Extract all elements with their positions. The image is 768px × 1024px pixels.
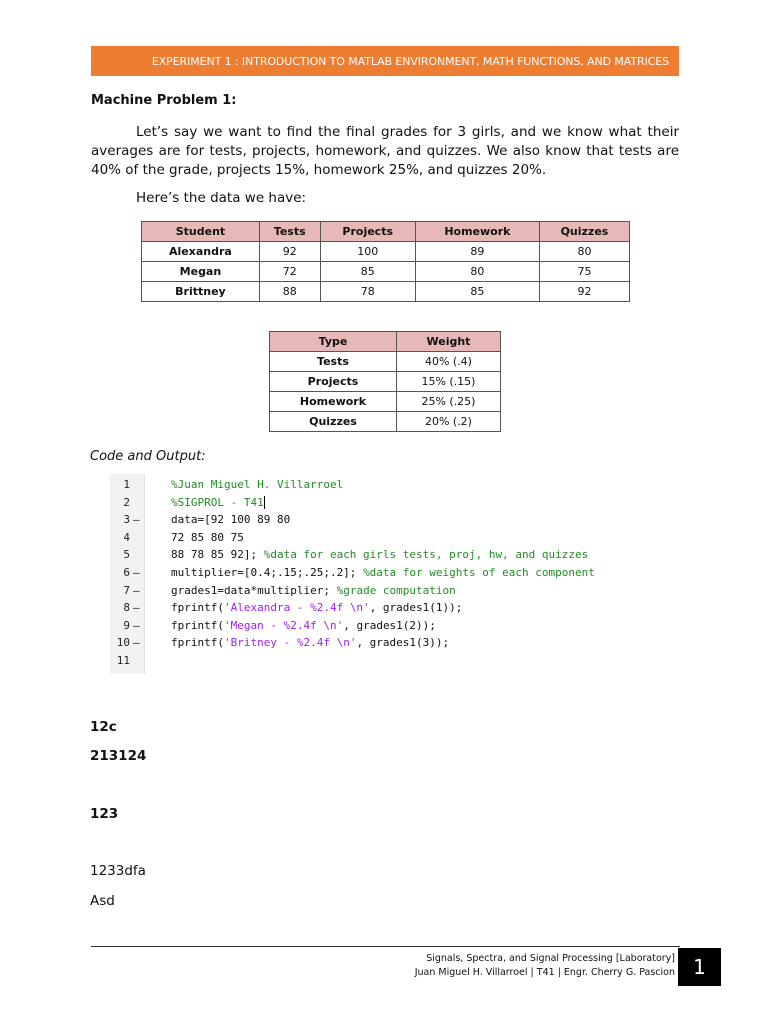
free-text-line-1: 12c	[90, 719, 117, 735]
table-cell: 92	[259, 242, 320, 262]
grades-table-body	[142, 242, 630, 302]
experiment-banner	[91, 46, 679, 76]
code-text	[171, 529, 244, 547]
table-cell: 20% (.2)	[396, 412, 500, 432]
line-number: 11	[116, 654, 130, 667]
table-row	[142, 262, 630, 282]
table-cell: 75	[539, 262, 629, 282]
free-text-line-3: 123	[90, 806, 119, 822]
table-cell: 85	[415, 282, 539, 302]
table-cell: Tests	[270, 352, 397, 372]
data-lead-text: Here’s the data we have:	[136, 190, 307, 206]
table-cell: 100	[320, 242, 415, 262]
column-header: Quizzes	[539, 222, 629, 242]
table-cell: 88	[259, 282, 320, 302]
weights-table-body	[270, 352, 501, 432]
breakpoint-marker[interactable]: –	[133, 601, 140, 615]
line-number: 2	[123, 495, 130, 509]
code-text	[171, 582, 456, 600]
footer-text	[415, 952, 675, 980]
problem-paragraph: Let’s say we want to find the final grades for 3 girls, and we know what their averages are for tests, projects, homework, and quizzes. We also know that tests are 40% of the grade, projects 15%, homework 25%, and quizzes 20%.	[91, 124, 679, 178]
code-text	[171, 546, 588, 564]
code-token: , grades1(3));	[356, 636, 450, 650]
table-cell: Homework	[270, 392, 397, 412]
breakpoint-marker[interactable]: –	[133, 636, 140, 650]
code-string: 'Alexandra - %2.4f \n'	[223, 601, 370, 615]
code-token: , grades1(1));	[369, 601, 463, 615]
code-token: fprintf(	[171, 601, 224, 615]
code-text	[171, 634, 449, 652]
code-string: 'Megan - %2.4f \n'	[223, 618, 344, 632]
code-comment: %SIGPROL - T41	[171, 495, 264, 509]
breakpoint-marker[interactable]: –	[133, 513, 140, 527]
table-cell: 80	[539, 242, 629, 262]
code-text	[171, 617, 436, 635]
column-header: Projects	[320, 222, 415, 242]
line-number: 4	[123, 530, 130, 544]
table-cell: 78	[320, 282, 415, 302]
footer-course: Signals, Spectra, and Signal Processing [Laboratory]	[426, 953, 675, 964]
column-header: Homework	[415, 222, 539, 242]
code-text	[171, 494, 265, 512]
line-number: 6	[123, 566, 130, 579]
code-token: , grades1(2));	[343, 618, 436, 632]
weights-table-header-row	[270, 332, 501, 352]
table-cell: 92	[539, 282, 629, 302]
table-row	[142, 242, 630, 262]
weights-table	[269, 331, 501, 432]
table-cell: Projects	[270, 372, 397, 392]
page-number: 1	[678, 948, 721, 986]
table-cell: Brittney	[142, 282, 260, 302]
code-token: 88 78 85 92];	[171, 548, 264, 562]
table-cell: 89	[415, 242, 539, 262]
grades-table-header-row	[142, 222, 630, 242]
code-text	[171, 564, 595, 582]
problem-title: Machine Problem 1:	[91, 93, 237, 108]
table-cell: 72	[259, 262, 320, 282]
code-text	[171, 476, 343, 494]
breakpoint-marker[interactable]: –	[133, 618, 140, 632]
code-text	[171, 511, 290, 529]
code-comment: %data for weights of each component	[363, 566, 595, 579]
footer-author: Juan Miguel H. Villarroel | T41 | Engr. Cherry G. Pascion	[414, 967, 675, 978]
table-row	[270, 352, 501, 372]
line-number: 5	[123, 548, 130, 562]
table-cell: Quizzes	[270, 412, 397, 432]
footer-divider	[91, 946, 680, 947]
table-cell: 25% (.25)	[396, 392, 500, 412]
text-cursor	[264, 496, 265, 509]
code-comment: %data for each girls tests, proj, hw, and quizzes	[263, 548, 589, 562]
column-header: Weight	[396, 332, 500, 352]
table-cell: Megan	[142, 262, 260, 282]
code-token: multiplier=[0.4;.15;.25;.2];	[171, 566, 364, 579]
table-cell: Alexandra	[142, 242, 260, 262]
column-header: Student	[142, 222, 260, 242]
free-text-line-2: 213124	[90, 748, 147, 764]
free-text-line-4: 1233dfa	[90, 863, 146, 879]
breakpoint-marker[interactable]: –	[133, 583, 140, 597]
table-cell: 15% (.15)	[396, 372, 500, 392]
table-row	[142, 282, 630, 302]
line-number: 9	[123, 618, 130, 632]
breakpoint-marker[interactable]: –	[133, 566, 140, 579]
line-number: 1	[123, 478, 130, 491]
line-number: 3	[123, 513, 130, 527]
column-header: Tests	[259, 222, 320, 242]
line-number: 10	[116, 636, 130, 650]
code-heading: Code and Output:	[90, 449, 206, 464]
code-token: grades1=data*multiplier;	[171, 583, 337, 597]
code-token: fprintf(	[171, 636, 224, 650]
line-number: 7	[123, 583, 130, 597]
table-row	[270, 392, 501, 412]
code-token: 72 85 80 75	[171, 530, 244, 544]
code-token: data=[92 100 89 80	[171, 513, 291, 527]
table-cell: 80	[415, 262, 539, 282]
table-cell: 85	[320, 262, 415, 282]
code-token: fprintf(	[171, 618, 224, 632]
grades-table	[141, 221, 630, 302]
table-row	[270, 412, 501, 432]
line-number: 8	[123, 601, 130, 615]
table-cell: 40% (.4)	[396, 352, 500, 372]
free-text-line-5: Asd	[90, 893, 115, 909]
banner-title: EXPERIMENT 1 : INTRODUCTION TO MATLAB ENVIRONMENT, MATH FUNCTIONS, AND MATRICES	[151, 54, 669, 68]
code-string: 'Britney - %2.4f \n'	[223, 636, 357, 650]
code-comment: %Juan Miguel H. Villarroel	[171, 478, 344, 491]
column-header: Type	[270, 332, 397, 352]
table-row	[270, 372, 501, 392]
code-text	[171, 599, 462, 617]
code-comment: %grade computation	[336, 583, 456, 597]
code-editor	[110, 474, 670, 674]
